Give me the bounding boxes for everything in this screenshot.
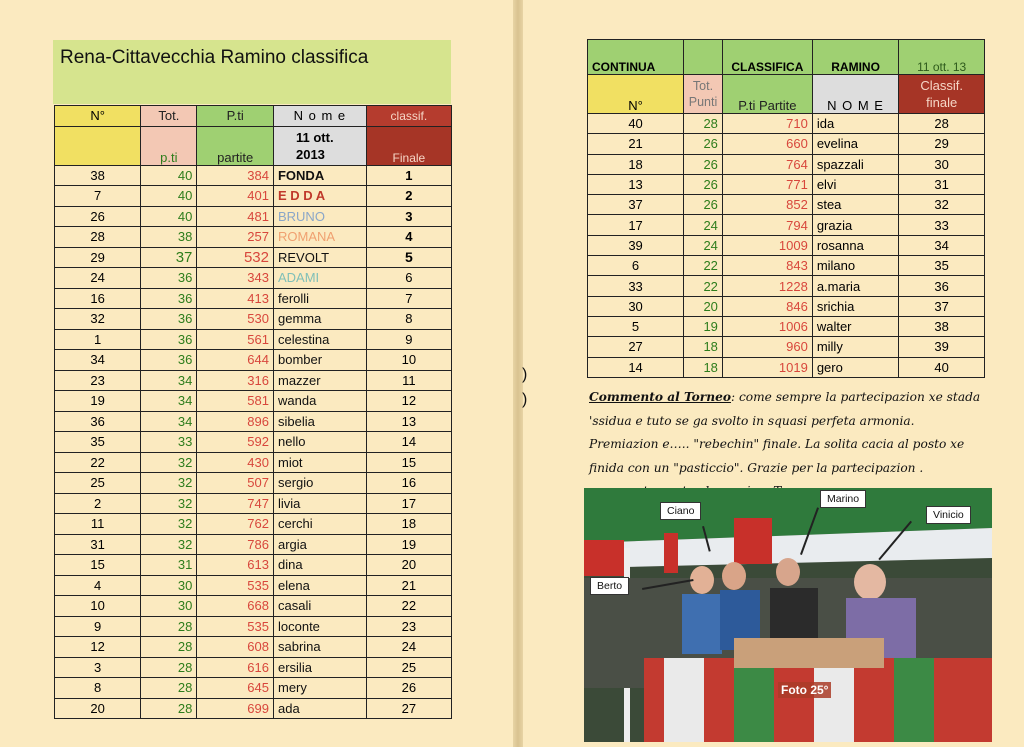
cell-no: 28 <box>55 227 141 248</box>
table-row <box>55 493 452 514</box>
cell-pti: 581 <box>197 391 274 412</box>
table-row <box>55 411 452 432</box>
cell-position: 26 <box>366 678 451 699</box>
table-row <box>55 678 452 699</box>
cell-no: 36 <box>55 411 141 432</box>
table-row <box>55 596 452 617</box>
table-row <box>55 657 452 678</box>
cell-nome: a.maria <box>812 276 898 296</box>
cell-position: 14 <box>366 432 451 453</box>
cell-nome: nello <box>273 432 366 453</box>
cell-tot: 30 <box>141 575 197 596</box>
cell-no: 40 <box>588 114 684 134</box>
cell-pti: 413 <box>197 288 274 309</box>
table-row <box>588 337 985 357</box>
cell-pti: 430 <box>197 452 274 473</box>
cell-pti: 846 <box>722 296 812 316</box>
table-row <box>588 195 985 215</box>
cell-tot: 38 <box>141 227 197 248</box>
cell-no: 30 <box>588 296 684 316</box>
cell-nome: sibelia <box>273 411 366 432</box>
cell-tot: 24 <box>684 235 723 255</box>
cell-no: 9 <box>55 616 141 637</box>
header-pti: P.ti Partite <box>722 75 812 114</box>
cell-tot: 34 <box>141 391 197 412</box>
cell-nome: sergio <box>273 473 366 494</box>
cell-position: 23 <box>366 616 451 637</box>
cell-position: 24 <box>366 637 451 658</box>
cell-nome: grazia <box>812 215 898 235</box>
table-row <box>55 206 452 227</box>
header-date: 11 ott. 2013 <box>273 126 366 165</box>
table-row <box>55 268 452 289</box>
cell-nome: ersilia <box>273 657 366 678</box>
cell-pti: 616 <box>197 657 274 678</box>
cell-position: 5 <box>366 247 451 268</box>
cell-tot: 36 <box>141 350 197 371</box>
label-ciano: Ciano <box>660 502 701 520</box>
table-row <box>588 215 985 235</box>
table-row <box>588 134 985 154</box>
cell-pti: 710 <box>722 114 812 134</box>
cell-tot: 36 <box>141 288 197 309</box>
cell-tot: 40 <box>141 186 197 207</box>
cell-position: 20 <box>366 555 451 576</box>
table-row <box>55 329 452 350</box>
cell-position: 13 <box>366 411 451 432</box>
cell-nome: ferolli <box>273 288 366 309</box>
table-row <box>55 637 452 658</box>
cell-pti: 535 <box>197 616 274 637</box>
table-row <box>588 316 985 336</box>
cell-position: 40 <box>899 357 985 377</box>
cell-nome: sabrina <box>273 637 366 658</box>
cell-nome: celestina <box>273 329 366 350</box>
cell-position: 33 <box>899 215 985 235</box>
table-row <box>55 288 452 309</box>
header-classifica: CLASSIFICA <box>722 40 812 75</box>
cell-nome: gemma <box>273 309 366 330</box>
cell-pti: 1009 <box>722 235 812 255</box>
cell-nome: milano <box>812 256 898 276</box>
cell-nome: wanda <box>273 391 366 412</box>
cell-tot: 36 <box>141 329 197 350</box>
cell-position: 1 <box>366 165 451 186</box>
cell-position: 21 <box>366 575 451 596</box>
header-classif: Classif. finale <box>899 75 985 114</box>
cell-no: 15 <box>55 555 141 576</box>
cell-position: 3 <box>366 206 451 227</box>
header-no: N° <box>55 106 141 127</box>
cell-tot: 28 <box>141 678 197 699</box>
cell-no: 14 <box>588 357 684 377</box>
cell-pti: 592 <box>197 432 274 453</box>
cell-nome: BRUNO <box>273 206 366 227</box>
cell-no: 18 <box>588 154 684 174</box>
cell-tot: 22 <box>684 256 723 276</box>
staple-mark: ) <box>522 366 528 383</box>
cell-position: 38 <box>899 316 985 336</box>
right-ranking-table <box>587 39 985 378</box>
header-date: 11 ott. 13 <box>899 40 985 75</box>
cell-no: 24 <box>55 268 141 289</box>
cell-pti: 896 <box>197 411 274 432</box>
cell-pti: 764 <box>722 154 812 174</box>
cell-position: 17 <box>366 493 451 514</box>
header-classif: classif. <box>366 106 451 127</box>
cell-position: 25 <box>366 657 451 678</box>
cell-position: 39 <box>899 337 985 357</box>
cell-pti: 668 <box>197 596 274 617</box>
cell-tot: 32 <box>141 534 197 555</box>
cell-tot: 26 <box>684 134 723 154</box>
cell-tot: 18 <box>684 337 723 357</box>
cell-nome: mery <box>273 678 366 699</box>
cell-nome: elena <box>273 575 366 596</box>
table-row <box>55 309 452 330</box>
cell-nome: gero <box>812 357 898 377</box>
cell-tot: 19 <box>684 316 723 336</box>
cell-pti: 530 <box>197 309 274 330</box>
cell-pti: 401 <box>197 186 274 207</box>
cell-tot: 33 <box>141 432 197 453</box>
header-tot: Tot. Punti <box>684 75 723 114</box>
table-row <box>55 165 452 186</box>
cell-tot: 32 <box>141 514 197 535</box>
cell-no: 11 <box>55 514 141 535</box>
cell-pti: 561 <box>197 329 274 350</box>
cell-no: 19 <box>55 391 141 412</box>
cell-no: 29 <box>55 247 141 268</box>
table-row <box>55 350 452 371</box>
cell-no: 32 <box>55 309 141 330</box>
cell-tot: 34 <box>141 370 197 391</box>
table-top-header-row <box>588 40 985 75</box>
cell-position: 31 <box>899 174 985 194</box>
cell-position: 29 <box>899 134 985 154</box>
table-subheader-row <box>55 126 452 165</box>
cell-nome: casali <box>273 596 366 617</box>
table-row <box>55 391 452 412</box>
cell-nome: REVOLT <box>273 247 366 268</box>
cell-nome: ROMANA <box>273 227 366 248</box>
label-berto: Berto <box>590 577 629 595</box>
cell-position: 16 <box>366 473 451 494</box>
cell-pti: 644 <box>197 350 274 371</box>
cell-pti: 960 <box>722 337 812 357</box>
cell-no: 17 <box>588 215 684 235</box>
header-finale: Finale <box>366 126 451 165</box>
table-row <box>55 534 452 555</box>
table-row <box>588 114 985 134</box>
cell-tot: 36 <box>141 268 197 289</box>
cell-pti: 384 <box>197 165 274 186</box>
comment-line: Premiazion e….. "rebechin" finale. La solita cacia al posto xe <box>589 437 965 451</box>
cell-tot: 24 <box>684 215 723 235</box>
left-ranking-table <box>54 105 452 719</box>
cell-position: 27 <box>366 698 451 719</box>
cell-no: 6 <box>588 256 684 276</box>
cell-nome: spazzali <box>812 154 898 174</box>
cell-position: 32 <box>899 195 985 215</box>
cell-position: 36 <box>899 276 985 296</box>
cell-position: 19 <box>366 534 451 555</box>
cell-no: 33 <box>588 276 684 296</box>
table-row <box>588 256 985 276</box>
cell-pti: 786 <box>197 534 274 555</box>
tournament-comment <box>589 386 989 504</box>
cell-position: 37 <box>899 296 985 316</box>
cell-position: 9 <box>366 329 451 350</box>
table-row <box>55 432 452 453</box>
header-nome: N o m e <box>273 106 366 127</box>
table-row <box>588 296 985 316</box>
cell-position: 10 <box>366 350 451 371</box>
cell-pti: 613 <box>197 555 274 576</box>
cell-nome: ida <box>812 114 898 134</box>
cell-nome: rosanna <box>812 235 898 255</box>
cell-pti: 507 <box>197 473 274 494</box>
comment-line: Commento al Torneo: come sempre la partecipazion xe stada <box>589 390 981 404</box>
cell-no: 12 <box>55 637 141 658</box>
cell-position: 8 <box>366 309 451 330</box>
cell-position: 34 <box>899 235 985 255</box>
page-title: Rena-Cittavecchia Ramino classifica <box>60 47 369 68</box>
cell-tot: 40 <box>141 206 197 227</box>
cell-tot: 18 <box>684 357 723 377</box>
cell-position: 15 <box>366 452 451 473</box>
cell-position: 11 <box>366 370 451 391</box>
cell-tot: 26 <box>684 174 723 194</box>
table-row <box>55 227 452 248</box>
cell-tot: 22 <box>684 276 723 296</box>
cell-no: 34 <box>55 350 141 371</box>
table-row <box>55 514 452 535</box>
cell-tot: 28 <box>141 657 197 678</box>
header-continua: CONTINUA <box>588 40 684 75</box>
cell-no: 13 <box>588 174 684 194</box>
cell-nome: ada <box>273 698 366 719</box>
cell-tot: 34 <box>141 411 197 432</box>
cell-position: 22 <box>366 596 451 617</box>
header-no-sub <box>55 126 141 165</box>
cell-tot: 28 <box>141 616 197 637</box>
cell-no: 8 <box>55 678 141 699</box>
cell-tot: 20 <box>684 296 723 316</box>
table-row <box>55 555 452 576</box>
cell-pti: 699 <box>197 698 274 719</box>
comment-line: 'ssidua e tuto se ga svolto in squasi perfeta armonia. <box>589 413 915 428</box>
label-marino: Marino <box>820 490 866 508</box>
cell-nome: evelina <box>812 134 898 154</box>
cell-nome: dina <box>273 555 366 576</box>
cell-no: 7 <box>55 186 141 207</box>
cell-nome: miot <box>273 452 366 473</box>
photo-illustration <box>584 488 992 742</box>
cell-no: 38 <box>55 165 141 186</box>
cell-no: 5 <box>588 316 684 336</box>
cell-nome: argia <box>273 534 366 555</box>
cell-no: 1 <box>55 329 141 350</box>
header-ramino: RAMINO <box>812 40 898 75</box>
cell-no: 23 <box>55 370 141 391</box>
cell-position: 30 <box>899 154 985 174</box>
cell-pti: 852 <box>722 195 812 215</box>
cell-pti: 481 <box>197 206 274 227</box>
cell-no: 21 <box>588 134 684 154</box>
cell-no: 3 <box>55 657 141 678</box>
cell-no: 16 <box>55 288 141 309</box>
cell-position: 7 <box>366 288 451 309</box>
cell-tot: 32 <box>141 452 197 473</box>
cell-nome: milly <box>812 337 898 357</box>
cell-tot: 36 <box>141 309 197 330</box>
cell-tot: 31 <box>141 555 197 576</box>
cell-nome: mazzer <box>273 370 366 391</box>
cell-tot: 28 <box>141 698 197 719</box>
cell-nome: cerchi <box>273 514 366 535</box>
cell-nome: ADAMI <box>273 268 366 289</box>
table-row <box>55 575 452 596</box>
cell-tot: 28 <box>684 114 723 134</box>
cell-no: 4 <box>55 575 141 596</box>
cell-pti: 1006 <box>722 316 812 336</box>
cell-no: 26 <box>55 206 141 227</box>
cell-tot: 32 <box>141 473 197 494</box>
cell-tot: 37 <box>141 247 197 268</box>
table-row <box>55 370 452 391</box>
cell-position: 35 <box>899 256 985 276</box>
header-pti: P.ti <box>197 106 274 127</box>
cell-nome: stea <box>812 195 898 215</box>
cell-pti: 747 <box>197 493 274 514</box>
cell-no: 37 <box>588 195 684 215</box>
label-vinicio: Vinicio <box>926 506 971 524</box>
cell-pti: 660 <box>722 134 812 154</box>
cell-nome: walter <box>812 316 898 336</box>
cell-nome: srichia <box>812 296 898 316</box>
table-row <box>55 698 452 719</box>
header-tot-sub: p.ti <box>141 126 197 165</box>
cell-pti: 1019 <box>722 357 812 377</box>
table-row <box>588 276 985 296</box>
header-no: N° <box>588 75 684 114</box>
cell-tot: 32 <box>141 493 197 514</box>
cell-tot: 26 <box>684 195 723 215</box>
cell-nome: FONDA <box>273 165 366 186</box>
cell-position: 6 <box>366 268 451 289</box>
cell-position: 12 <box>366 391 451 412</box>
staple-mark: ) <box>522 391 528 408</box>
cell-no: 35 <box>55 432 141 453</box>
cell-no: 20 <box>55 698 141 719</box>
cell-position: 4 <box>366 227 451 248</box>
cell-no: 25 <box>55 473 141 494</box>
cell-pti: 257 <box>197 227 274 248</box>
cell-tot: 28 <box>141 637 197 658</box>
cell-nome: loconte <box>273 616 366 637</box>
header-tot: Tot. <box>141 106 197 127</box>
table-row <box>55 186 452 207</box>
cell-nome: bomber <box>273 350 366 371</box>
header-nome: N O M E <box>812 75 898 114</box>
cell-tot: 40 <box>141 165 197 186</box>
table-row <box>588 154 985 174</box>
cell-nome: E D D A <box>273 186 366 207</box>
table-row <box>588 174 985 194</box>
comment-line: finida con un "pasticcio". Grazie per la partecipazion . <box>589 460 924 475</box>
cell-no: 39 <box>588 235 684 255</box>
cell-position: 18 <box>366 514 451 535</box>
table-row <box>55 247 452 268</box>
header-blank <box>684 40 723 75</box>
cell-pti: 794 <box>722 215 812 235</box>
table-row <box>55 616 452 637</box>
tournament-photo <box>584 488 992 742</box>
cell-pti: 532 <box>197 247 274 268</box>
cell-pti: 343 <box>197 268 274 289</box>
table-row <box>55 473 452 494</box>
cell-pti: 843 <box>722 256 812 276</box>
cell-pti: 608 <box>197 637 274 658</box>
cell-position: 28 <box>899 114 985 134</box>
cell-nome: livia <box>273 493 366 514</box>
table-row <box>55 452 452 473</box>
cell-pti: 316 <box>197 370 274 391</box>
cell-pti: 645 <box>197 678 274 699</box>
cell-pti: 771 <box>722 174 812 194</box>
cell-position: 2 <box>366 186 451 207</box>
cell-no: 31 <box>55 534 141 555</box>
cell-nome: elvi <box>812 174 898 194</box>
table-row <box>588 357 985 377</box>
photo-number-label: Foto 25° <box>778 682 831 698</box>
cell-tot: 26 <box>684 154 723 174</box>
cell-tot: 30 <box>141 596 197 617</box>
cell-pti: 1228 <box>722 276 812 296</box>
table-header-row <box>588 75 985 114</box>
cell-no: 27 <box>588 337 684 357</box>
cell-no: 2 <box>55 493 141 514</box>
table-header-row <box>55 106 452 127</box>
cell-no: 10 <box>55 596 141 617</box>
comment-label: Commento al Torneo <box>589 390 731 404</box>
cell-no: 22 <box>55 452 141 473</box>
cell-pti: 535 <box>197 575 274 596</box>
header-pti-sub: partite <box>197 126 274 165</box>
cell-pti: 762 <box>197 514 274 535</box>
table-row <box>588 235 985 255</box>
